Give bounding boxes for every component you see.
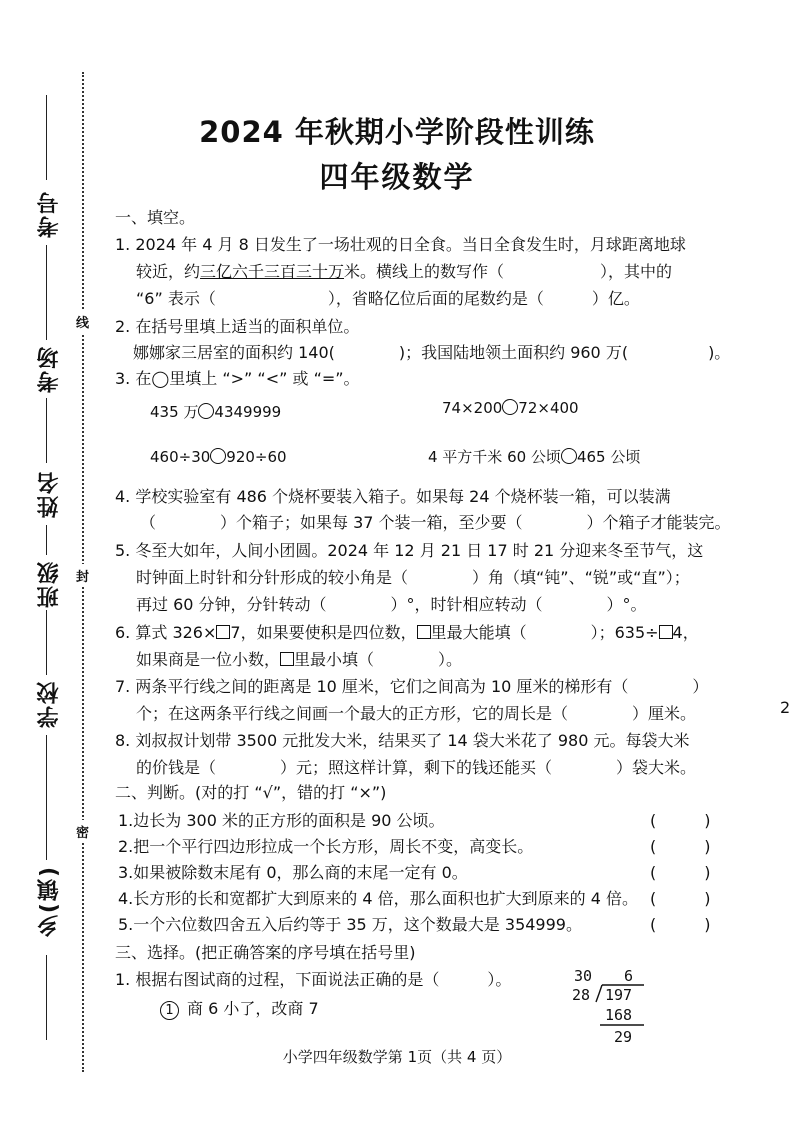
- division-bracket: [596, 985, 602, 1002]
- judge-answer-3[interactable]: ( ): [650, 863, 711, 882]
- q3-compare-4: 4 平方千米 60 公顷 465 公顷: [428, 448, 641, 466]
- blank-box: [280, 652, 294, 666]
- choice-option-1[interactable]: 1 商 6 小了，改商 7: [160, 996, 319, 1020]
- judge-answer-2[interactable]: ( ): [650, 837, 711, 856]
- dividend: 197: [605, 986, 633, 1004]
- seal-char-line: 线: [76, 310, 89, 333]
- judge-answer-5[interactable]: ( ): [650, 915, 711, 934]
- long-division-figure: [572, 968, 652, 1048]
- q5-line1: 5. 冬至大如年，人间小团圆。2024 年 12 月 21 日 17 时 21 分迎来冬至节气，这: [115, 541, 704, 560]
- name-label: 姓名: [37, 470, 62, 518]
- judge-item-2: 2.把一个平行四边形拉成一个长方形，周长不变，高变长。: [118, 837, 534, 856]
- page-footer: 小学四年级数学第 1页（共 4 页）: [282, 1048, 512, 1066]
- seal-char-secret: 密: [76, 820, 89, 843]
- q8-line2: 的价钱是（ ）元；照这样计算，剩下的钱还能买（ ）袋大米。: [136, 758, 697, 777]
- q7-line2: 个；在这两条平行线之间画一个最大的正方形，它的周长是（ ）厘米。: [136, 704, 697, 723]
- q2-line2: 娜娜家三居室的面积约 140( )；我国陆地领土面积约 960 万( )。: [133, 343, 731, 362]
- judge-item-3: 3.如果被除数末尾有 0，那么商的末尾一定有 0。: [118, 863, 468, 882]
- q1-line3: “6” 表示（ ），省略亿位后面的尾数约是（ ）亿。: [136, 289, 640, 308]
- blank-box: [216, 625, 230, 639]
- q1-line1: 1. 2024 年 4 月 8 日发生了一场壮观的日全食。当日全食发生时，月球距离地球: [115, 235, 686, 254]
- name-line: [46, 398, 47, 463]
- long-division-svg: [572, 968, 652, 1048]
- seal-char-seal: 封: [76, 564, 89, 587]
- blank-box: [417, 625, 431, 639]
- judge-answer-1[interactable]: ( ): [650, 811, 711, 830]
- q3-line1: 3. 在◯里填上 “>” “<” 或 “=”。: [115, 369, 360, 388]
- choice-q1: 1. 根据右图试商的过程，下面说法正确的是（ ）。: [115, 970, 512, 989]
- judge-item-4: 4.长方形的长和宽都扩大到原来的 4 倍，那么面积也扩大到原来的 4 倍。: [118, 889, 638, 908]
- town-line: [46, 735, 47, 860]
- school-label: 学校: [37, 680, 62, 728]
- compare-circle[interactable]: [198, 403, 214, 419]
- blank-box: [659, 625, 673, 639]
- q7-line1: 7. 两条平行线之间的距离是 10 厘米，它们之间高为 10 厘米的梯形有（ ）: [115, 677, 709, 696]
- q1-underlined-number: 三亿六千三百三十万: [200, 262, 345, 281]
- compare-circle[interactable]: [502, 399, 518, 415]
- judge-item-1: 1.边长为 300 米的正方形的面积是 90 公顷。: [118, 811, 445, 830]
- remainder: 29: [614, 1028, 633, 1046]
- q6-line2: 如果商是一位小数， 里最小填（ ）。: [136, 650, 463, 669]
- q2-line1: 2. 在括号里填上适当的面积单位。: [115, 317, 360, 336]
- section3-heading: 三、选择。(把正确答案的序号填在括号里): [115, 943, 416, 962]
- quotient: 6: [624, 968, 634, 985]
- q5-line2: 时钟面上时针和分针形成的较小角是（ ）角（填“钝”、“锐”或“直”）；: [136, 568, 690, 587]
- divisor: 28: [572, 986, 591, 1004]
- q4-line1: 4. 学校实验室有 486 个烧杯要装入箱子。如果每 24 个烧杯装一箱，可以装满: [115, 487, 671, 506]
- exam-number-label: 考号: [37, 190, 62, 238]
- class-label: 班级: [37, 560, 62, 608]
- town-line-bottom: [46, 955, 47, 1040]
- page-title: 2024 年秋期小学阶段性训练: [199, 115, 595, 149]
- q6-line1: 6. 算式 326× 7，如果要使积是四位数， 里最大能填（ ）；635÷ 4，: [115, 623, 699, 642]
- q3-compare-3: 460÷30 920÷60: [150, 448, 287, 466]
- page-number: 2: [780, 698, 791, 717]
- compare-circle[interactable]: [561, 448, 577, 464]
- town-label: 乡(镇): [37, 865, 62, 938]
- exam-room-label: 考场: [37, 345, 62, 393]
- section1-heading: 一、填空。: [115, 208, 196, 227]
- q1-line2: 较近，约三亿六千三百三十万米。横线上的数写作（ ），其中的: [136, 262, 673, 281]
- q3-compare-1: 435 万 4349999: [150, 403, 282, 421]
- product: 168: [605, 1006, 633, 1024]
- rounded-divisor: 30: [574, 968, 593, 985]
- q8-line1: 8. 刘叔叔计划带 3500 元批发大米，结果买了 14 袋大米花了 980 元。每袋大米: [115, 731, 690, 750]
- class-line: [46, 525, 47, 555]
- q4-line2: （ ）个箱子；如果每 37 个装一箱，至少要（ ）个箱子才能装完。: [140, 513, 731, 532]
- q5-line3: 再过 60 分钟，分针转动（ ）°，时针相应转动（ ）°。: [136, 595, 647, 614]
- judge-answer-4[interactable]: ( ): [650, 889, 711, 908]
- compare-circle[interactable]: [210, 448, 226, 464]
- section2-heading: 二、判断。(对的打 “√”，错的打 “×”): [115, 783, 387, 802]
- school-line: [46, 610, 47, 675]
- page-subtitle: 四年级数学: [319, 160, 475, 194]
- option-number: 1: [160, 1001, 179, 1020]
- judge-item-5: 5.一个六位数四舍五入后约等于 35 万，这个数最大是 354999。: [118, 915, 582, 934]
- q3-compare-2: 74×200 72×400: [442, 399, 579, 417]
- exam-room-line: [46, 245, 47, 340]
